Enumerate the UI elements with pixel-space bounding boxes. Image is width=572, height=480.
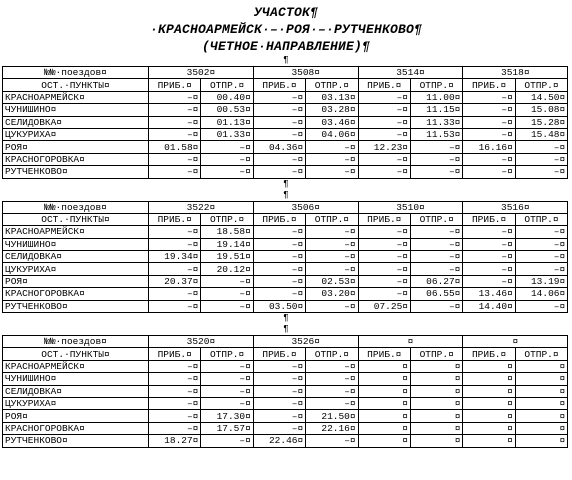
station-row	[3, 104, 568, 116]
time-column-header: ОТПР.¤	[410, 79, 462, 91]
time-cell: –¤	[463, 263, 515, 275]
station-row	[3, 422, 568, 434]
time-column-header: ОТПР.¤	[410, 213, 462, 225]
time-cell: 00.40¤	[201, 91, 253, 103]
time-cell: –¤	[149, 397, 201, 409]
time-cell: –¤	[306, 373, 358, 385]
station-row	[3, 128, 568, 140]
time-column-header: ПРИБ.¤	[463, 213, 515, 225]
station-name: РУТЧЕНКОВО¤	[3, 300, 149, 312]
stations-header: ОСТ.·ПУНКТЫ¤	[3, 213, 149, 225]
time-column-header: ПРИБ.¤	[463, 348, 515, 360]
station-row	[3, 410, 568, 422]
time-cell: 04.36¤	[253, 141, 305, 153]
time-cell: 13.46¤	[463, 288, 515, 300]
time-cell: ¤	[358, 385, 410, 397]
train-number: 3516¤	[463, 201, 568, 213]
time-cell: –¤	[253, 385, 305, 397]
time-cell: –¤	[149, 166, 201, 178]
time-cell: –¤	[306, 360, 358, 372]
time-cell: –¤	[358, 238, 410, 250]
time-cell: –¤	[515, 153, 567, 165]
time-column-header: ПРИБ.¤	[149, 213, 201, 225]
time-cell: –¤	[463, 166, 515, 178]
time-column-header: ПРИБ.¤	[253, 79, 305, 91]
train-number: 3508¤	[253, 67, 358, 79]
time-cell: –¤	[253, 360, 305, 372]
time-column-header: ОТПР.¤	[306, 348, 358, 360]
station-name: ЦУКУРИХА¤	[3, 263, 149, 275]
station-name: РОЯ¤	[3, 141, 149, 153]
time-cell: –¤	[515, 251, 567, 263]
time-cell: –¤	[463, 91, 515, 103]
station-name: СЕЛИДОВКА¤	[3, 251, 149, 263]
station-name: РУТЧЕНКОВО¤	[3, 435, 149, 447]
time-cell: 20.37¤	[149, 275, 201, 287]
time-cell: –¤	[306, 397, 358, 409]
time-cell: 18.27¤	[149, 435, 201, 447]
station-row	[3, 263, 568, 275]
time-cell: ¤	[410, 422, 462, 434]
station-row	[3, 166, 568, 178]
time-cell: –¤	[149, 288, 201, 300]
time-cell: 06.27¤	[410, 275, 462, 287]
time-cell: –¤	[358, 104, 410, 116]
time-cell: –¤	[306, 226, 358, 238]
time-cell: –¤	[201, 153, 253, 165]
time-cell: –¤	[253, 238, 305, 250]
paragraph-mark: ¶	[283, 313, 289, 324]
time-cell: –¤	[201, 141, 253, 153]
time-cell: 01.13¤	[201, 116, 253, 128]
time-cell: 19.14¤	[201, 238, 253, 250]
time-cell: ¤	[515, 410, 567, 422]
train-number: 3510¤	[358, 201, 463, 213]
time-cell: –¤	[463, 226, 515, 238]
station-row	[3, 251, 568, 263]
station-row	[3, 373, 568, 385]
time-cell: –¤	[201, 166, 253, 178]
time-cell: ¤	[463, 397, 515, 409]
time-cell: –¤	[358, 226, 410, 238]
time-cell: –¤	[410, 300, 462, 312]
train-numbers-row	[3, 201, 568, 213]
time-cell: –¤	[253, 91, 305, 103]
time-cell: –¤	[201, 385, 253, 397]
time-cell: –¤	[515, 300, 567, 312]
time-cell: ¤	[515, 360, 567, 372]
train-number: 3502¤	[149, 67, 254, 79]
time-cell: –¤	[306, 153, 358, 165]
time-column-header: ПРИБ.¤	[253, 213, 305, 225]
train-number: 3514¤	[358, 67, 463, 79]
time-cell: ¤	[515, 373, 567, 385]
time-cell: ¤	[410, 373, 462, 385]
time-column-header: ОТПР.¤	[201, 79, 253, 91]
time-cell: –¤	[149, 300, 201, 312]
time-cell: –¤	[410, 263, 462, 275]
time-cell: –¤	[463, 116, 515, 128]
timetable-1	[2, 66, 568, 179]
station-row	[3, 153, 568, 165]
time-cell: 00.53¤	[201, 104, 253, 116]
station-name: КРАСНОГОРОВКА¤	[3, 153, 149, 165]
station-row	[3, 288, 568, 300]
trains-label: №№·поездов¤	[3, 336, 149, 348]
time-cell: –¤	[358, 288, 410, 300]
time-cell: –¤	[463, 238, 515, 250]
time-cell: 13.19¤	[515, 275, 567, 287]
time-cell: ¤	[463, 373, 515, 385]
time-cell: –¤	[201, 397, 253, 409]
time-cell: 19.51¤	[201, 251, 253, 263]
time-cell: 22.16¤	[306, 422, 358, 434]
time-cell: –¤	[253, 275, 305, 287]
time-cell: 02.53¤	[306, 275, 358, 287]
time-cell: ¤	[358, 360, 410, 372]
time-cell: 12.23¤	[358, 141, 410, 153]
station-row	[3, 360, 568, 372]
time-cell: ¤	[463, 435, 515, 447]
time-cell: 03.50¤	[253, 300, 305, 312]
paragraph-mark: ¶	[283, 189, 289, 200]
document-title: УЧАСТОК¶	[253, 5, 318, 20]
time-cell: 20.12¤	[201, 263, 253, 275]
station-row	[3, 226, 568, 238]
time-cell: –¤	[253, 288, 305, 300]
time-cell: –¤	[463, 104, 515, 116]
station-row	[3, 435, 568, 447]
time-cell: –¤	[358, 116, 410, 128]
time-cell: –¤	[149, 385, 201, 397]
time-cell: ¤	[410, 410, 462, 422]
time-cell: –¤	[149, 373, 201, 385]
paragraph-mark: ¶	[283, 324, 289, 335]
time-cell: –¤	[253, 128, 305, 140]
time-cell: –¤	[253, 263, 305, 275]
station-row	[3, 238, 568, 250]
time-cell: –¤	[358, 263, 410, 275]
trains-label: №№·поездов¤	[3, 201, 149, 213]
time-cell: –¤	[149, 263, 201, 275]
time-cell: 03.46¤	[306, 116, 358, 128]
time-cell: –¤	[358, 275, 410, 287]
time-cell: ¤	[358, 410, 410, 422]
station-name: ЦУКУРИХА¤	[3, 397, 149, 409]
station-name: КРАСНОАРМЕЙСК¤	[3, 91, 149, 103]
time-cell: –¤	[149, 116, 201, 128]
paragraph-mark: ¶	[283, 55, 289, 65]
stations-header: ОСТ.·ПУНКТЫ¤	[3, 79, 149, 91]
station-row	[3, 141, 568, 153]
time-cell: –¤	[149, 238, 201, 250]
station-name: КРАСНОАРМЕЙСК¤	[3, 226, 149, 238]
time-cell: 18.58¤	[201, 226, 253, 238]
timetable-2	[2, 201, 568, 314]
time-cell: –¤	[515, 263, 567, 275]
time-column-header: ОТПР.¤	[201, 213, 253, 225]
train-number: ¤	[358, 336, 463, 348]
time-cell: –¤	[149, 128, 201, 140]
station-row	[3, 116, 568, 128]
time-cell: 01.33¤	[201, 128, 253, 140]
time-cell: –¤	[410, 226, 462, 238]
time-cell: ¤	[515, 422, 567, 434]
time-cell: 01.58¤	[149, 141, 201, 153]
time-cell: 14.06¤	[515, 288, 567, 300]
time-cell: –¤	[149, 226, 201, 238]
time-column-header: ОТПР.¤	[515, 348, 567, 360]
time-cell: ¤	[410, 435, 462, 447]
time-column-header: ПРИБ.¤	[358, 213, 410, 225]
time-cell: –¤	[410, 166, 462, 178]
time-cell: ¤	[358, 422, 410, 434]
time-cell: –¤	[306, 300, 358, 312]
time-cell: 14.50¤	[515, 91, 567, 103]
time-cell: 22.46¤	[253, 435, 305, 447]
time-cell: –¤	[410, 153, 462, 165]
time-cell: ¤	[515, 397, 567, 409]
time-cell: 11.15¤	[410, 104, 462, 116]
time-cell: –¤	[201, 435, 253, 447]
time-cell: –¤	[306, 385, 358, 397]
time-cell: –¤	[306, 251, 358, 263]
time-cell: –¤	[515, 166, 567, 178]
train-numbers-row	[3, 67, 568, 79]
time-cell: –¤	[306, 166, 358, 178]
time-cell: ¤	[515, 385, 567, 397]
time-column-header: ПРИБ.¤	[149, 348, 201, 360]
time-cell: –¤	[201, 373, 253, 385]
time-cell: –¤	[253, 410, 305, 422]
time-cell: –¤	[253, 104, 305, 116]
time-cell: 14.40¤	[463, 300, 515, 312]
time-cell: ¤	[410, 385, 462, 397]
time-cell: ¤	[410, 397, 462, 409]
time-column-header: ОТПР.¤	[306, 79, 358, 91]
time-cell: –¤	[149, 360, 201, 372]
time-column-header: ПРИБ.¤	[358, 348, 410, 360]
time-cell: –¤	[358, 91, 410, 103]
train-number: 3520¤	[149, 336, 254, 348]
time-column-header: ПРИБ.¤	[358, 79, 410, 91]
time-cell: –¤	[149, 410, 201, 422]
time-cell: 15.28¤	[515, 116, 567, 128]
time-column-header: ПРИБ.¤	[149, 79, 201, 91]
time-cell: 04.06¤	[306, 128, 358, 140]
train-number: 3526¤	[253, 336, 358, 348]
station-name: КРАСНОГОРОВКА¤	[3, 288, 149, 300]
time-cell: 03.28¤	[306, 104, 358, 116]
station-name: ЧУНИШИНО¤	[3, 373, 149, 385]
station-name: ЧУНИШИНО¤	[3, 104, 149, 116]
station-name: РОЯ¤	[3, 275, 149, 287]
stations-header: ОСТ.·ПУНКТЫ¤	[3, 348, 149, 360]
time-cell: ¤	[410, 360, 462, 372]
time-cell: –¤	[463, 275, 515, 287]
time-cell: –¤	[515, 226, 567, 238]
time-cell: ¤	[463, 410, 515, 422]
time-cell: –¤	[463, 128, 515, 140]
time-cell: ¤	[358, 397, 410, 409]
time-cell: 16.16¤	[463, 141, 515, 153]
time-cell: –¤	[410, 141, 462, 153]
time-cell: –¤	[149, 104, 201, 116]
column-header-row	[3, 79, 568, 91]
time-cell: –¤	[410, 238, 462, 250]
time-cell: –¤	[253, 153, 305, 165]
train-numbers-row	[3, 336, 568, 348]
time-cell: –¤	[306, 238, 358, 250]
direction-title: (ЧЕТНОЕ·НАПРАВЛЕНИЕ)¶	[201, 39, 371, 54]
train-number: 3518¤	[463, 67, 568, 79]
timetable-3	[2, 335, 568, 448]
station-name: РУТЧЕНКОВО¤	[3, 166, 149, 178]
time-cell: –¤	[463, 153, 515, 165]
station-row	[3, 397, 568, 409]
time-cell: –¤	[149, 153, 201, 165]
time-column-header: ОТПР.¤	[515, 213, 567, 225]
time-cell: –¤	[201, 275, 253, 287]
time-cell: ¤	[358, 435, 410, 447]
station-row	[3, 385, 568, 397]
time-cell: –¤	[201, 360, 253, 372]
time-cell: –¤	[515, 141, 567, 153]
train-number: ¤	[463, 336, 568, 348]
station-name: СЕЛИДОВКА¤	[3, 116, 149, 128]
time-column-header: ОТПР.¤	[410, 348, 462, 360]
time-cell: ¤	[463, 385, 515, 397]
time-column-header: ОТПР.¤	[515, 79, 567, 91]
time-cell: –¤	[149, 422, 201, 434]
station-name: КРАСНОГОРОВКА¤	[3, 422, 149, 434]
time-cell: 21.50¤	[306, 410, 358, 422]
time-column-header: ОТПР.¤	[306, 213, 358, 225]
column-header-row	[3, 213, 568, 225]
time-column-header: ПРИБ.¤	[253, 348, 305, 360]
station-row	[3, 91, 568, 103]
time-cell: –¤	[515, 238, 567, 250]
time-cell: 15.08¤	[515, 104, 567, 116]
time-cell: 06.55¤	[410, 288, 462, 300]
time-cell: 15.48¤	[515, 128, 567, 140]
time-cell: 11.00¤	[410, 91, 462, 103]
time-cell: –¤	[253, 373, 305, 385]
time-cell: –¤	[358, 251, 410, 263]
time-cell: ¤	[358, 373, 410, 385]
time-cell: –¤	[358, 153, 410, 165]
station-name: КРАСНОАРМЕЙСК¤	[3, 360, 149, 372]
time-cell: 17.30¤	[201, 410, 253, 422]
train-number: 3506¤	[253, 201, 358, 213]
time-cell: 11.53¤	[410, 128, 462, 140]
station-name: ЧУНИШИНО¤	[3, 238, 149, 250]
time-cell: 07.25¤	[358, 300, 410, 312]
time-cell: ¤	[515, 435, 567, 447]
time-cell: ¤	[463, 360, 515, 372]
trains-label: №№·поездов¤	[3, 67, 149, 79]
time-cell: –¤	[306, 435, 358, 447]
time-cell: –¤	[149, 91, 201, 103]
time-cell: –¤	[410, 251, 462, 263]
time-cell: –¤	[201, 300, 253, 312]
time-cell: –¤	[463, 251, 515, 263]
column-header-row	[3, 348, 568, 360]
time-cell: –¤	[306, 141, 358, 153]
time-cell: –¤	[306, 263, 358, 275]
time-cell: –¤	[253, 251, 305, 263]
time-cell: –¤	[253, 397, 305, 409]
time-cell: 17.57¤	[201, 422, 253, 434]
time-cell: 19.34¤	[149, 251, 201, 263]
time-cell: –¤	[201, 288, 253, 300]
station-name: ЦУКУРИХА¤	[3, 128, 149, 140]
time-cell: –¤	[358, 166, 410, 178]
time-cell: –¤	[253, 166, 305, 178]
time-cell: –¤	[253, 226, 305, 238]
train-number: 3522¤	[149, 201, 254, 213]
time-cell: 03.13¤	[306, 91, 358, 103]
time-column-header: ОТПР.¤	[201, 348, 253, 360]
station-name: СЕЛИДОВКА¤	[3, 385, 149, 397]
time-cell: 03.20¤	[306, 288, 358, 300]
station-row	[3, 275, 568, 287]
time-cell: –¤	[253, 422, 305, 434]
time-cell: 11.33¤	[410, 116, 462, 128]
station-row	[3, 300, 568, 312]
time-column-header: ПРИБ.¤	[463, 79, 515, 91]
paragraph-mark: ¶	[283, 178, 289, 189]
route-title: ·КРАСНОАРМЕЙСК·–·РОЯ·–·РУТЧЕНКОВО¶	[149, 22, 423, 37]
time-cell: –¤	[253, 116, 305, 128]
time-cell: –¤	[358, 128, 410, 140]
time-cell: ¤	[463, 422, 515, 434]
station-name: РОЯ¤	[3, 410, 149, 422]
